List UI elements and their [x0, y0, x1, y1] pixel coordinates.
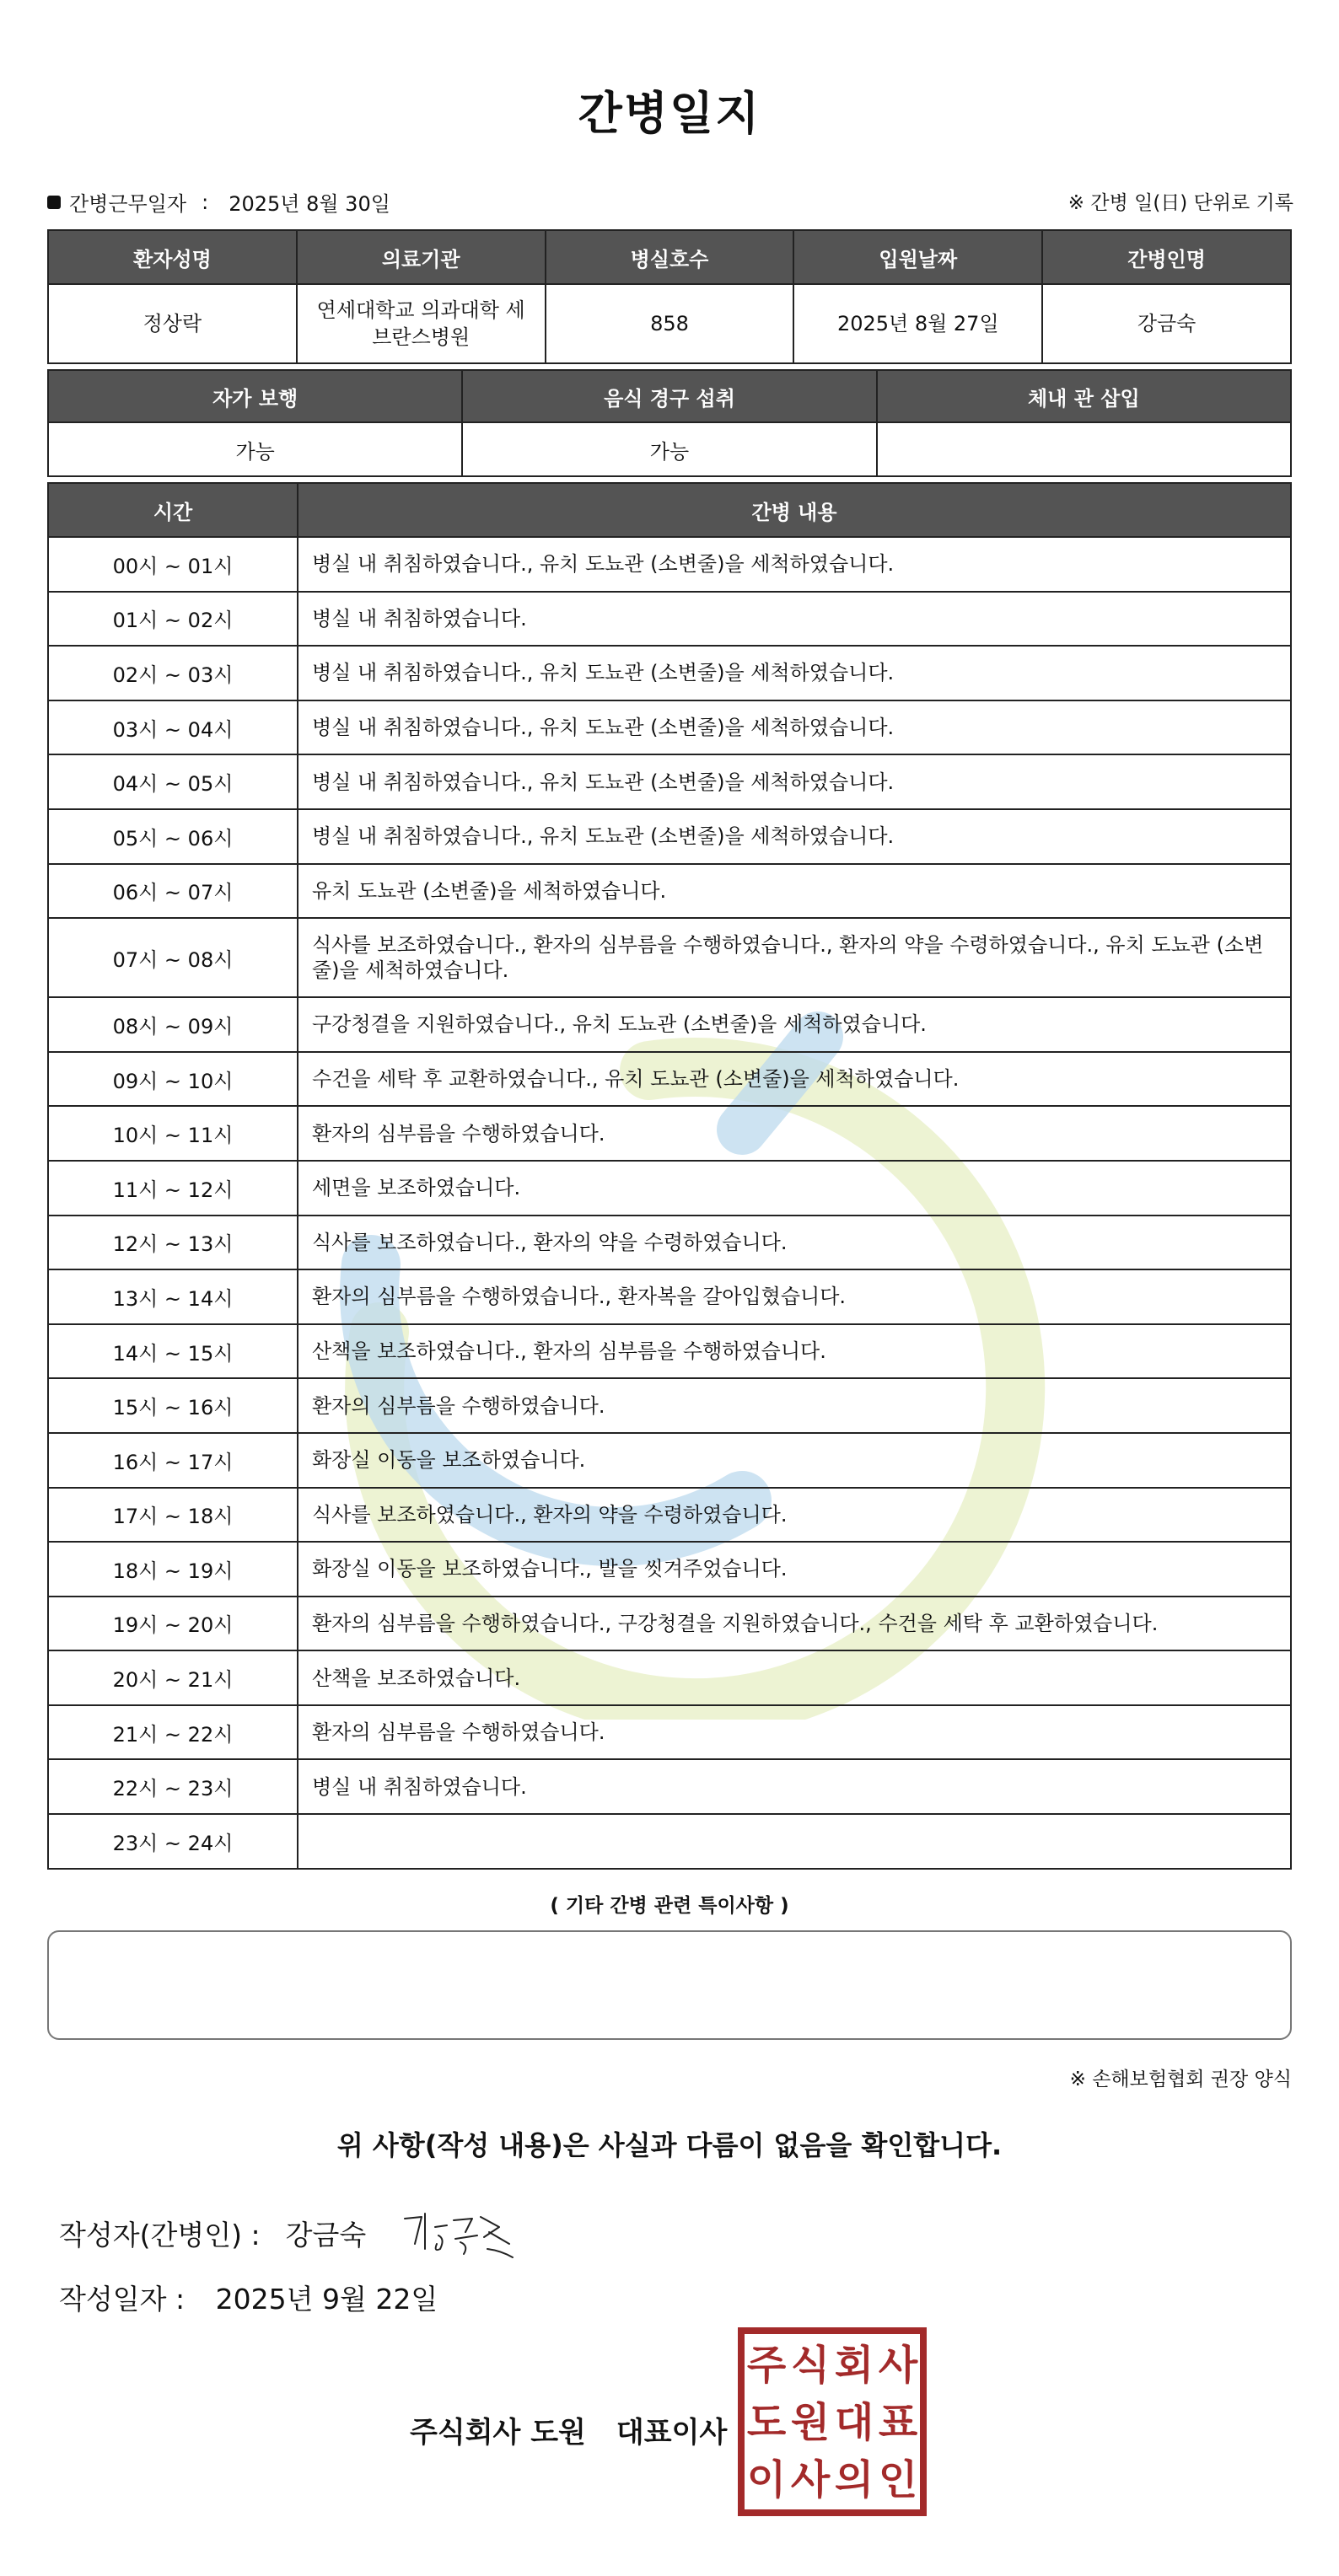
notes-title: ( 기타 간병 관련 특이사항 ) [550, 1895, 789, 1917]
schedule-time: 01시 ~ 02시 [48, 592, 298, 647]
schedule-row [48, 646, 1291, 700]
schedule-time: 15시 ~ 16시 [48, 1378, 298, 1433]
schedule-time: 23시 ~ 24시 [48, 1814, 298, 1869]
schedule-row [48, 537, 1291, 592]
record-note: ※ 간병 일(日) 단위로 기록 [1067, 192, 1293, 214]
header-tube-insertion: 체내 관 삽입 [877, 370, 1291, 422]
schedule-row [48, 997, 1291, 1052]
schedule-content: 환자의 심부름을 수행하였습니다. [298, 1378, 1291, 1433]
schedule-row [48, 754, 1291, 809]
schedule-time: 07시 ~ 08시 [48, 918, 298, 997]
handwritten-signature-icon [396, 2202, 523, 2269]
seal-character: 대 [834, 2399, 874, 2446]
schedule-content: 화장실 이동을 보조하였습니다. [298, 1433, 1291, 1488]
schedule-content [298, 1814, 1291, 1869]
header-care-content: 간병 내용 [298, 483, 1291, 537]
schedule-content: 병실 내 취침하였습니다. [298, 592, 1291, 647]
seal-character: 사 [790, 2456, 831, 2504]
schedule-row [48, 1052, 1291, 1107]
schedule-content: 환자의 심부름을 수행하였습니다., 구강청결을 지원하였습니다., 수건을 세탁 후 교환하였습니다. [298, 1597, 1291, 1651]
seal-character: 인 [878, 2456, 918, 2504]
schedule-time: 00시 ~ 01시 [48, 537, 298, 592]
schedule-content: 유치 도뇨관 (소변줄)을 세척하였습니다. [298, 864, 1291, 919]
schedule-row [48, 1542, 1291, 1597]
schedule-time: 16시 ~ 17시 [48, 1433, 298, 1488]
tube-insertion-value [877, 422, 1291, 476]
patient-status-table [47, 369, 1292, 477]
work-date-label: 간병근무일자 [69, 192, 187, 216]
schedule-time: 02시 ~ 03시 [48, 646, 298, 700]
schedule-content: 구강청결을 지원하였습니다., 유치 도뇨관 (소변줄)을 세척하였습니다. [298, 997, 1291, 1052]
caregiver-name: 강금숙 [1042, 284, 1291, 363]
header-self-walking: 자가 보행 [48, 370, 462, 422]
schedule-content: 수건을 세탁 후 교환하였습니다., 유치 도뇨관 (소변줄)을 세척하였습니다. [298, 1052, 1291, 1107]
schedule-row [48, 1378, 1291, 1433]
ceo-title: 대표이사 [616, 2416, 728, 2450]
schedule-content: 환자의 심부름을 수행하였습니다. [298, 1705, 1291, 1760]
seal-character: 주 [746, 2342, 787, 2389]
schedule-row [48, 1216, 1291, 1270]
schedule-content: 식사를 보조하였습니다., 환자의 약을 수령하였습니다. [298, 1216, 1291, 1270]
schedule-row [48, 1705, 1291, 1760]
seal-character: 원 [790, 2399, 831, 2446]
schedule-row [48, 1650, 1291, 1705]
work-date-colon: : [202, 190, 209, 214]
schedule-row [48, 1106, 1291, 1161]
schedule-time: 21시 ~ 22시 [48, 1705, 298, 1760]
writer-name: 강금숙 [285, 2219, 367, 2251]
bullet-square-icon [47, 196, 61, 209]
patient-info-table [47, 229, 1292, 364]
schedule-content: 세면을 보조하였습니다. [298, 1161, 1291, 1216]
date-label: 작성일자 : [59, 2283, 186, 2316]
schedule-row [48, 1488, 1291, 1543]
schedule-row [48, 1324, 1291, 1379]
schedule-time: 04시 ~ 05시 [48, 754, 298, 809]
seal-character: 회 [834, 2342, 874, 2389]
schedule-body [48, 537, 1291, 1869]
schedule-content: 병실 내 취침하였습니다., 유치 도뇨관 (소변줄)을 세척하였습니다. [298, 700, 1291, 755]
schedule-time: 03시 ~ 04시 [48, 700, 298, 755]
header-room: 병실호수 [546, 230, 794, 284]
schedule-row [48, 592, 1291, 647]
schedule-content: 산책을 보조하였습니다., 환자의 심부름을 수행하였습니다. [298, 1324, 1291, 1379]
seal-character: 사 [878, 2342, 918, 2389]
schedule-row [48, 1161, 1291, 1216]
work-date-value: 2025년 8월 30일 [229, 192, 390, 216]
schedule-row [48, 1269, 1291, 1324]
patient-name: 정상락 [48, 284, 297, 363]
self-walking-value: 가능 [48, 422, 462, 476]
oral-intake-value: 가능 [462, 422, 876, 476]
schedule-time: 05시 ~ 06시 [48, 809, 298, 864]
company-name: 주식회사 도원 [410, 2416, 586, 2450]
schedule-row [48, 700, 1291, 755]
header-time: 시간 [48, 483, 298, 537]
schedule-content: 병실 내 취침하였습니다., 유치 도뇨관 (소변줄)을 세척하였습니다. [298, 754, 1291, 809]
schedule-content: 병실 내 취침하였습니다. [298, 1759, 1291, 1814]
schedule-time: 17시 ~ 18시 [48, 1488, 298, 1543]
work-date [47, 187, 390, 217]
schedule-time: 10시 ~ 11시 [48, 1106, 298, 1161]
schedule-row [48, 864, 1291, 919]
writer-label: 작성자(간병인) : [59, 2219, 261, 2251]
schedule-row [48, 1433, 1291, 1488]
date-value: 2025년 9월 22일 [215, 2283, 438, 2316]
schedule-time: 19시 ~ 20시 [48, 1597, 298, 1651]
written-date [59, 2278, 438, 2317]
schedule-row [48, 809, 1291, 864]
writer-line [59, 2214, 366, 2253]
header-patient-name: 환자성명 [48, 230, 297, 284]
form-note: ※ 손해보험협회 권장 양식 [1069, 2069, 1292, 2090]
company-seal-icon [737, 2326, 928, 2517]
schedule-row [48, 918, 1291, 997]
schedule-content: 환자의 심부름을 수행하였습니다., 환자복을 갈아입혔습니다. [298, 1269, 1291, 1324]
meta-row [47, 187, 1293, 216]
header-hospital: 의료기관 [297, 230, 546, 284]
schedule-time: 11시 ~ 12시 [48, 1161, 298, 1216]
document-title: 간병일지 [578, 87, 761, 140]
seal-character: 도 [746, 2399, 787, 2446]
schedule-time: 08시 ~ 09시 [48, 997, 298, 1052]
room-number: 858 [546, 284, 794, 363]
schedule-content: 병실 내 취침하였습니다., 유치 도뇨관 (소변줄)을 세척하였습니다. [298, 646, 1291, 700]
header-oral-intake: 음식 경구 섭취 [462, 370, 876, 422]
schedule-time: 22시 ~ 23시 [48, 1759, 298, 1814]
schedule-time: 13시 ~ 14시 [48, 1269, 298, 1324]
header-admission-date: 입원날짜 [793, 230, 1042, 284]
seal-character: 식 [790, 2342, 831, 2389]
company-line [410, 2409, 727, 2450]
schedule-content: 화장실 이동을 보조하였습니다., 발을 씻겨주었습니다. [298, 1542, 1291, 1597]
schedule-row [48, 1597, 1291, 1651]
schedule-row [48, 1814, 1291, 1869]
confirmation-statement: 위 사항(작성 내용)은 사실과 다름이 없음을 확인합니다. [336, 2129, 1003, 2161]
schedule-time: 18시 ~ 19시 [48, 1542, 298, 1597]
schedule-row [48, 1759, 1291, 1814]
schedule-time: 14시 ~ 15시 [48, 1324, 298, 1379]
admission-date: 2025년 8월 27일 [793, 284, 1042, 363]
notes-box [47, 1930, 1292, 2040]
header-caregiver-name: 간병인명 [1042, 230, 1291, 284]
seal-character: 표 [878, 2399, 918, 2446]
schedule-content: 식사를 보조하였습니다., 환자의 심부름을 수행하였습니다., 환자의 약을 수령하였습니다., 유치 도뇨관 (소변줄)을 세척하였습니다. [298, 918, 1291, 997]
schedule-time: 09시 ~ 10시 [48, 1052, 298, 1107]
schedule-content: 병실 내 취침하였습니다., 유치 도뇨관 (소변줄)을 세척하였습니다. [298, 537, 1291, 592]
schedule-content: 병실 내 취침하였습니다., 유치 도뇨관 (소변줄)을 세척하였습니다. [298, 809, 1291, 864]
schedule-content: 환자의 심부름을 수행하였습니다. [298, 1106, 1291, 1161]
seal-character: 의 [834, 2456, 874, 2504]
schedule-content: 산책을 보조하였습니다. [298, 1650, 1291, 1705]
schedule-time: 06시 ~ 07시 [48, 864, 298, 919]
schedule-time: 20시 ~ 21시 [48, 1650, 298, 1705]
schedule-time: 12시 ~ 13시 [48, 1216, 298, 1270]
seal-character: 이 [746, 2456, 787, 2504]
schedule-content: 식사를 보조하였습니다., 환자의 약을 수령하였습니다. [298, 1488, 1291, 1543]
hospital-name: 연세대학교 의과대학 세브란스병원 [297, 284, 546, 363]
care-schedule-table [47, 482, 1292, 1870]
